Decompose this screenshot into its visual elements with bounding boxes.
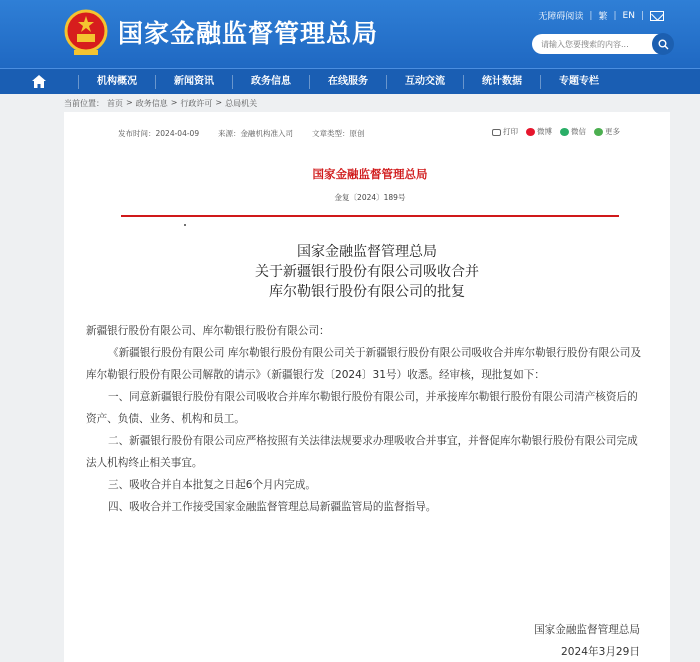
dot-mark <box>184 224 186 226</box>
document-number: 金复〔2024〕189号 <box>334 193 406 202</box>
article-source: 来源：金融机构准入司 <box>218 129 293 138</box>
breadcrumb-label: 当前位置： <box>64 99 104 108</box>
search-icon <box>658 39 669 50</box>
publish-date: 发布时间：2024-04-09 <box>118 129 200 138</box>
breadcrumb: 当前位置： 首页 > 政务信息 > 行政许可 > 总局机关 <box>64 98 258 108</box>
paragraph-item-3: 三、吸收合并自本批复之日起6个月内完成。 <box>108 479 317 491</box>
nav-item-about[interactable]: 机构概况 <box>78 75 155 89</box>
paragraph-item-4: 四、吸收合并工作接受国家金融监督管理总局新疆监管局的监督指导。 <box>108 501 437 513</box>
red-divider <box>121 215 619 217</box>
nav-item-special[interactable]: 专题专栏 <box>540 75 617 89</box>
search-box <box>532 34 672 54</box>
wechat-icon <box>560 128 569 136</box>
accessibility-link[interactable]: 无障碍阅读 <box>538 12 584 22</box>
addressee: 新疆银行股份有限公司、库尔勒银行股份有限公司： <box>86 325 330 337</box>
breadcrumb-gov-info[interactable]: 政务信息 <box>135 99 168 108</box>
more-icon <box>594 128 603 136</box>
site-title[interactable]: 国家金融监督管理总局 <box>118 19 379 48</box>
traditional-chinese-link[interactable]: 繁 <box>598 12 608 22</box>
article-meta <box>64 120 670 140</box>
print-icon <box>492 129 501 136</box>
nav-item-online-service[interactable]: 在线服务 <box>309 75 386 89</box>
title-line: 库尔勒银行股份有限公司的批复 <box>269 284 465 300</box>
search-input[interactable] <box>532 40 642 49</box>
signature-date: 2024年3月29日 <box>561 646 640 658</box>
signature-block <box>534 619 640 662</box>
more-share-button[interactable]: 更多 <box>594 126 620 137</box>
top-links: 无障碍阅读 | 繁 | EN | <box>538 9 664 22</box>
article-type: 文章类型：原创 <box>312 129 365 138</box>
paragraph-intro: 《新疆银行股份有限公司 库尔勒银行股份有限公司关于新疆银行股份有限公司吸收合并库尔勒银行股份有限公司及库尔勒银行股份有限公司解散的请示》（新疆银行发〔2024〕31号）收悉。经审核，现批复如下： <box>86 347 642 381</box>
document-header <box>120 166 620 203</box>
nav-item-news[interactable]: 新闻资讯 <box>155 75 232 89</box>
breadcrumb-licensing[interactable]: 行政许可 <box>180 99 213 108</box>
wechat-share-button[interactable]: 微信 <box>560 126 586 137</box>
document-title <box>64 242 670 302</box>
main-nav <box>0 68 700 94</box>
weibo-share-button[interactable]: 微博 <box>526 126 552 137</box>
weibo-icon <box>526 128 535 136</box>
print-button[interactable]: 打印 <box>492 126 518 137</box>
paragraph-item-1: 一、同意新疆银行股份有限公司吸收合并库尔勒银行股份有限公司，并承接库尔勒银行股份有限公司清产核资后的资产、负债、业务、机构和员工。 <box>86 391 638 425</box>
content-panel <box>64 112 670 662</box>
nav-item-interaction[interactable]: 互动交流 <box>386 75 463 89</box>
share-bar <box>492 126 620 137</box>
search-button[interactable] <box>652 33 674 55</box>
document-body <box>86 320 646 518</box>
paragraph-item-2: 二、新疆银行股份有限公司应严格按照有关法律法规要求办理吸收合并事宜，并督促库尔勒银行股份有限公司完成法人机构终止相关事宜。 <box>86 435 638 469</box>
national-emblem-icon[interactable] <box>64 8 108 58</box>
title-line: 关于新疆银行股份有限公司吸收合并 <box>255 264 479 280</box>
breadcrumb-home[interactable]: 首页 <box>107 99 123 108</box>
english-link[interactable]: EN <box>622 10 635 21</box>
signature-issuer: 国家金融监督管理总局 <box>534 624 640 636</box>
issuer-heading: 国家金融监督管理总局 <box>312 167 428 181</box>
breadcrumb-hq[interactable]: 总局机关 <box>225 99 258 108</box>
mail-icon[interactable] <box>650 11 664 21</box>
site-header <box>0 0 700 68</box>
nav-item-gov-info[interactable]: 政务信息 <box>232 75 309 89</box>
title-line: 国家金融监督管理总局 <box>297 244 437 260</box>
nav-home[interactable] <box>0 69 78 95</box>
nav-item-statistics[interactable]: 统计数据 <box>463 75 540 89</box>
home-icon <box>32 75 46 88</box>
